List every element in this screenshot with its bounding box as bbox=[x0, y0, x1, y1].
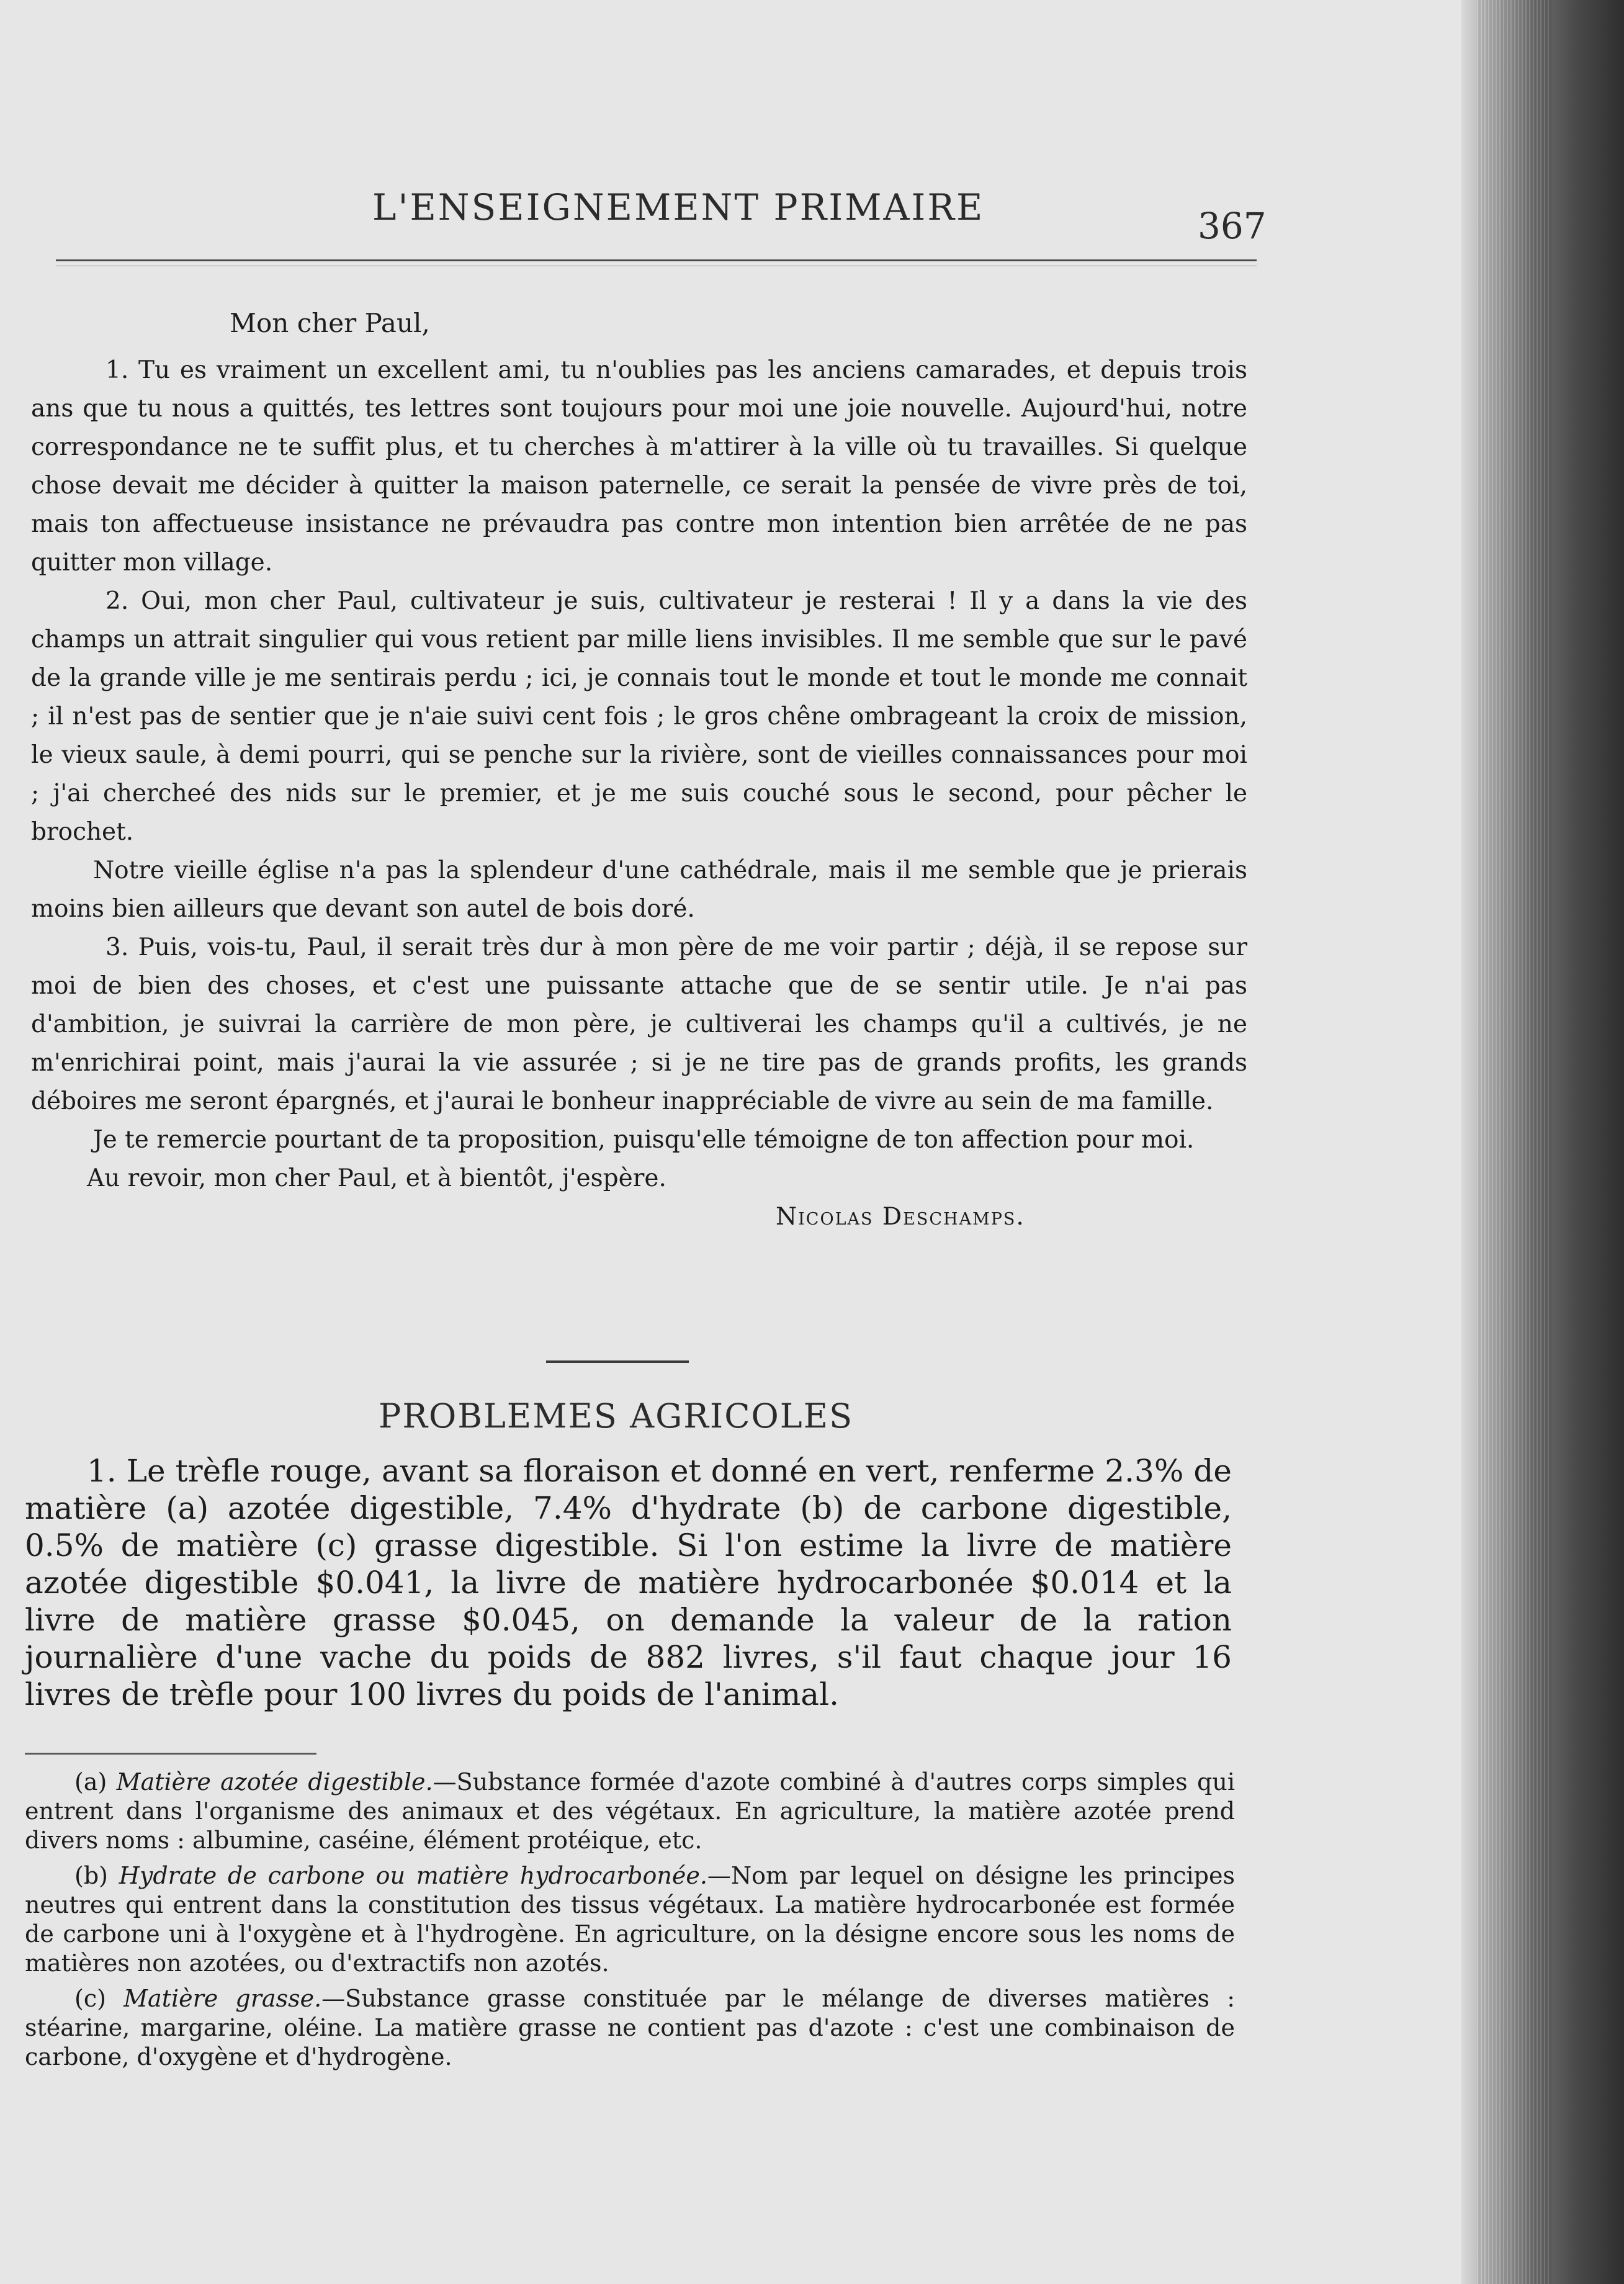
footnote-a-text: —Substance formée d'azote combiné à d'autres corps simples qui entrent dans l'organisme des animaux et des végétaux. En agriculture, la matière azotée prend divers noms : albumine, caséine, élément protéique, etc. bbox=[25, 1768, 1235, 1854]
letter-paragraph-2: 2. Oui, mon cher Paul, cultivateur je suis, cultivateur je resterai ! Il y a dans la vie des champs un attrait singulier qui vous retient par mille liens invisibles. Il me semble que sur le pavé de la grande ville je me sentirais perdu ; ici, je connais tout le monde et tout le monde me connait ; il n'est pas de sentier que je n'aie suivi cent fois ; le gros chêne ombrageant la croix de mission, le vieux saule, à demi pourri, qui se penche sur la rivière, sont de vieilles connaissances pour moi ; j'ai chercheé des nids sur le premier, et je me suis couché sous le second, pour pêcher le brochet. bbox=[31, 587, 1247, 846]
letter-body bbox=[31, 304, 1247, 1236]
footnote-b-text: —Nom par lequel on désigne les principes neutres qui entrent dans la constitution des tissus végétaux. La matière hydrocarbonée est formée de carbone uni à l'oxygène et à l'hydrogène. En agriculture, on la désigne encore sous les noms de matières non azotées, ou d'extractifs non azotés. bbox=[25, 1862, 1235, 1977]
footnote-c-term: Matière grasse. bbox=[123, 1985, 322, 2012]
footnote-b-term: Hydrate de carbone ou matière hydrocarbonée. bbox=[119, 1862, 707, 1889]
footnote-b bbox=[25, 1861, 1235, 1978]
letter-thanks: Je te remercie pourtant de ta proposition, puisqu'elle témoigne de ton affection pour moi. bbox=[93, 1126, 1195, 1154]
footnote-c-text: —Substance grasse constituée par le mélange de diverses matières : stéarine, margarine, oléine. La matière grasse ne contient pas d'azote : c'est une combinaison de carbone, d'oxygène et d'hydrogène. bbox=[25, 1985, 1235, 2070]
page-stack-edges bbox=[1477, 0, 1551, 2284]
footnotes bbox=[25, 1768, 1235, 2078]
footnote-a-term: Matière azotée digestible. bbox=[116, 1768, 433, 1796]
letter-salutation: Mon cher Paul, bbox=[230, 308, 430, 338]
letter-paragraph-church: Notre vieille église n'a pas la splendeur d'une cathédrale, mais il me semble que je prierais moins bien ailleurs que devant son autel de bois doré. bbox=[31, 856, 1247, 923]
letter-paragraph-1: 1. Tu es vraiment un excellent ami, tu n'oublies pas les anciens camarades, et depuis trois ans que tu nous a quittés, tes lettres sont toujours pour moi une joie nouvelle. Aujourd'hui, notre correspondance ne te suffit plus, et tu cherches à m'attirer à la ville où tu travailles. Si quelque chose devait me décider à quitter la maison paternelle, ce serait la pensée de vivre près de toi, mais ton affectueuse insistance ne prévaudra pas contre mon intention bien arrêtée de ne pas quitter mon village. bbox=[31, 356, 1247, 577]
letter-paragraph-3: 3. Puis, vois-tu, Paul, il serait très dur à mon père de me voir partir ; déjà, il se repose sur moi de bien des choses, et c'est une puissante attache que de se sentir utile. Je n'ai pas d'ambition, je suivrai la carrière de mon père, je cultiverai les champs qu'il a cultivés, je ne m'enrichirai point, mais j'aurai la vie assurée ; si je ne tire pas de grands profits, les grands déboires me seront épargnés, et j'aurai le bonheur inappréciable de vivre au sein de ma famille. bbox=[31, 933, 1247, 1115]
footnote-b-mark: (b) bbox=[74, 1862, 108, 1889]
footnote-c bbox=[25, 1984, 1235, 2072]
letter-signature: Nicolas Deschamps. bbox=[776, 1203, 1025, 1231]
letter-farewell: Au revoir, mon cher Paul, et à bientôt, j'espère. bbox=[87, 1164, 666, 1192]
footnote-rule bbox=[25, 1753, 316, 1755]
problem-1: 1. Le trèfle rouge, avant sa floraison et donné en vert, renferme 2.3% de matière (a) azotée digestible, 7.4% d'hydrate (b) de carbone digestible, 0.5% de matière (c) grasse digestible. Si l'on estime la livre de matière azotée digestible $0.041, la livre de matière hydrocarbonée $0.014 et la livre de matière grasse $0.045, on demande la valeur de la ration journalière d'une vache du poids de 882 livres, s'il faut chaque jour 16 livres de trèfle pour 100 livres du poids de l'animal. bbox=[25, 1453, 1232, 1712]
footnote-a bbox=[25, 1768, 1235, 1855]
page-number: 367 bbox=[1198, 205, 1267, 247]
footnote-a-mark: (a) bbox=[74, 1768, 107, 1796]
footnote-c-mark: (c) bbox=[74, 1985, 106, 2012]
section-divider bbox=[546, 1360, 689, 1363]
running-title: L'ENSEIGNEMENT PRIMAIRE bbox=[372, 186, 985, 228]
header-rule bbox=[56, 259, 1257, 261]
problem-text bbox=[25, 1452, 1232, 1713]
section-title: PROBLEMES AGRICOLES bbox=[379, 1396, 854, 1436]
